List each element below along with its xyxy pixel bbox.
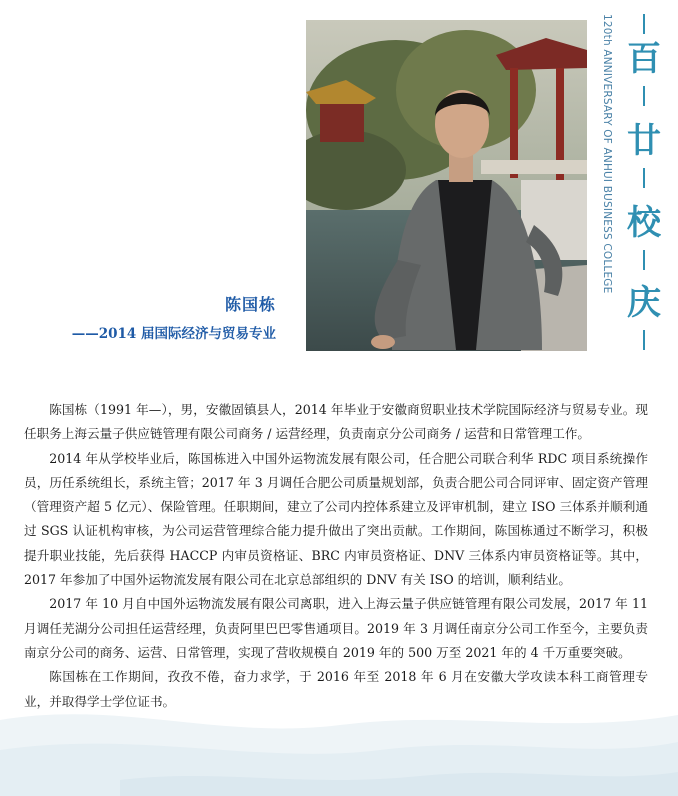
banner-char: 校: [627, 203, 661, 243]
anniversary-chinese-banner: [624, 14, 664, 359]
banner-divider: [643, 330, 645, 350]
biography-paragraph: 陈国栋在工作期间，孜孜不倦，奋力求学，于 2016 年至 2018 年 6 月在安徽大学攻读本科工商管理专业，并取得学士学位证书。: [24, 669, 648, 709]
biography-paragraph: 陈国栋（1991 年—），男，安徽固镇县人，2014 年毕业于安徽商贸职业技术学院国际经济与贸易专业。现任职务上海云量子供应链管理有限公司商务 / 运营经理，负责南京分公司商务 / 运营和日常管理工作。: [24, 402, 648, 442]
person-name: 陈国栋: [224, 295, 276, 314]
banner-char: 百: [627, 39, 661, 79]
biography-paragraph: 2014 年从学校毕业后，陈国栋进入中国外运物流发展有限公司，任合肥公司联合利华 RDC 项目系统操作员，历任系统组长，系统主管；2017 年 3 月调任合肥公司质量规划部，负责合肥公司合同评审、固定资产管理（管理资产超 5 亿元）、保险管理。任职期间，建立了公司内控体系建立及评审机制，建立 ISO 三体系并顺利通过 SGS 认证机构审核，为公司运营管理综合能力提升做出了突出贡献。工作期间，陈国栋通过不断学习，积极提升职业技能，先后获得 HACCP 内审员资格证、BRC 内审员资格证、DNV 三体系内审员资格证等。其中，2017 年参加了中国外运物流发展有限公司在北京总部组织的 DNV 有关 ISO 的培训，顺利结业。: [24, 450, 648, 588]
banner-char: 庆: [627, 283, 661, 323]
graduation-major: ——2014 届国际经济与贸易专业: [71, 326, 276, 342]
anniversary-english-label: [601, 14, 617, 359]
banner-divider: [643, 250, 645, 270]
portrait-photo: [306, 20, 587, 351]
banner-char: 廿: [627, 121, 661, 161]
biography-body: [24, 398, 648, 714]
anniversary-english-text: 120th ANNIVERSARY OF ANHUI BUSINESS COLLEGE: [601, 14, 613, 294]
banner-divider: [643, 168, 645, 188]
banner-divider: [643, 86, 645, 106]
banner-divider: [643, 14, 645, 34]
biography-paragraph: 2017 年 10 月自中国外运物流发展有限公司离职，进入上海云量子供应链管理有限公司发展，2017 年 11 月调任芜湖分公司担任运营经理，负责阿里巴巴零售通项目。2019 年 3 月调任南京分公司工作至今，主要负责南京分公司的商务、运营、日常管理，实现了营收规模自 2019 年的 500 万至 2021 年的 4 千万重要突破。: [24, 596, 648, 660]
